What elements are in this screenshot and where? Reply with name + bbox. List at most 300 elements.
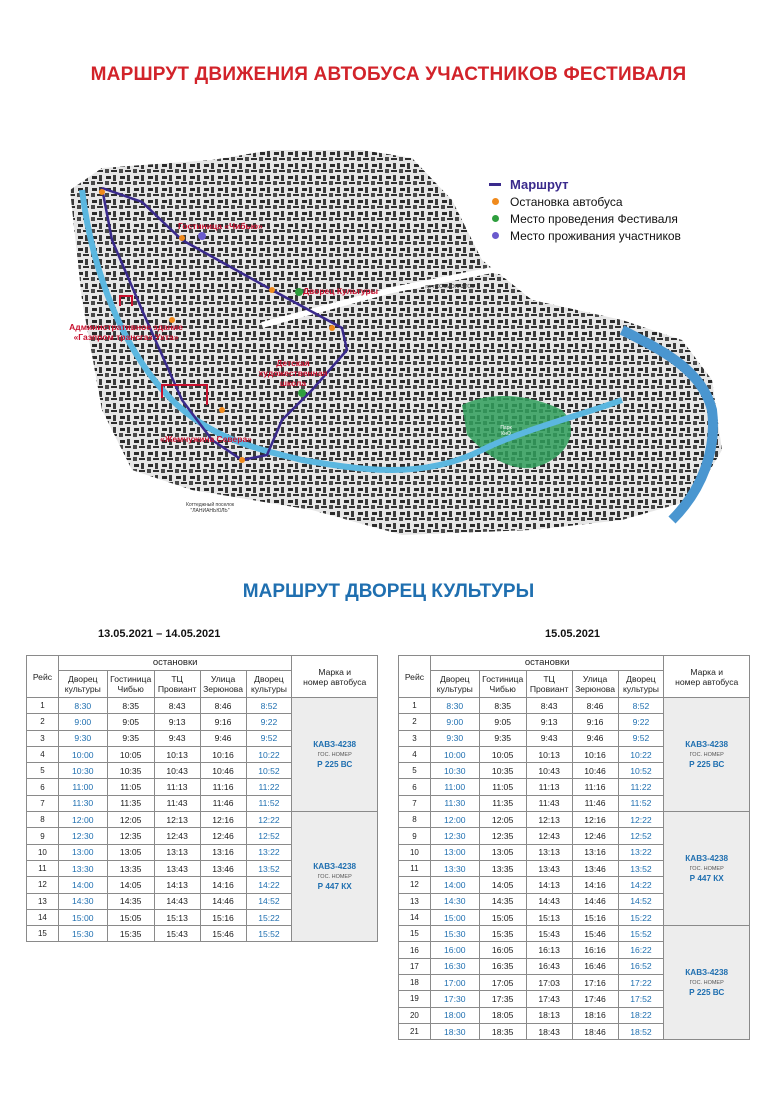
- departure-time: 10:22: [618, 746, 664, 762]
- departure-time: 10:43: [526, 763, 572, 779]
- departure-time: 15:30: [430, 926, 479, 942]
- stop-name-line: Провиант: [529, 684, 569, 694]
- departure-time: 12:22: [618, 812, 664, 828]
- departure-time: 15:16: [572, 909, 618, 925]
- departure-time: 11:00: [430, 779, 479, 795]
- map-label-art-school: [253, 358, 333, 388]
- departure-time: 9:00: [58, 714, 107, 730]
- departure-time: 13:52: [618, 860, 664, 876]
- departure-time: 17:52: [618, 991, 664, 1007]
- departure-time: 17:00: [430, 975, 479, 991]
- bus-header: [664, 656, 750, 698]
- departure-time: 13:30: [58, 860, 107, 876]
- stop-name-header: [572, 671, 618, 698]
- departure-time: 12:52: [618, 828, 664, 844]
- map-label-pearl: «Жемчужина Севера»: [160, 434, 252, 444]
- departure-time: 15:00: [58, 909, 107, 925]
- bus-plate-label: ГОС. НОМЕР: [689, 865, 724, 872]
- departure-time: 13:52: [246, 860, 292, 876]
- map-label-admin-line1: Административное здание: [69, 322, 183, 332]
- departure-time: 17:03: [526, 975, 572, 991]
- departure-time: 15:00: [430, 909, 479, 925]
- departure-time: 14:52: [246, 893, 292, 909]
- departure-time: 11:30: [58, 795, 107, 811]
- trip-number: 19: [399, 991, 431, 1007]
- departure-time: 13:00: [430, 844, 479, 860]
- departure-time: 8:52: [618, 698, 664, 714]
- departure-time: 11:43: [526, 795, 572, 811]
- departure-time: 11:16: [200, 779, 246, 795]
- departure-time: 12:46: [572, 828, 618, 844]
- departure-time: 8:46: [200, 698, 246, 714]
- departure-time: 10:43: [154, 763, 200, 779]
- departure-time: 12:13: [154, 812, 200, 828]
- trip-number: 13: [27, 893, 59, 909]
- departure-time: 10:30: [58, 763, 107, 779]
- legend-lodging-label: Место проживания участников: [510, 228, 681, 243]
- departure-time: 14:30: [58, 893, 107, 909]
- departure-time: 8:35: [479, 698, 526, 714]
- departure-time: 12:43: [526, 828, 572, 844]
- departure-time: 16:05: [479, 942, 526, 958]
- departure-time: 15:46: [200, 926, 246, 942]
- stop-name-line: культуры: [436, 684, 473, 694]
- trip-number: 16: [399, 942, 431, 958]
- departure-time: 8:43: [154, 698, 200, 714]
- trip-number: 12: [399, 877, 431, 893]
- venue-marker: [298, 389, 306, 397]
- departure-time: 11:13: [526, 779, 572, 795]
- stop-name-line: Гостиница: [482, 674, 524, 684]
- departure-time: 9:43: [154, 730, 200, 746]
- legend-route-label: Маршрут: [510, 177, 569, 192]
- departure-time: 12:00: [58, 812, 107, 828]
- departure-time: 9:13: [526, 714, 572, 730]
- stop-name-line: культуры: [622, 684, 659, 694]
- departure-time: 12:52: [246, 828, 292, 844]
- departure-time: 11:22: [246, 779, 292, 795]
- departure-time: 9:35: [479, 730, 526, 746]
- departure-time: 12:46: [200, 828, 246, 844]
- trip-number: 10: [27, 844, 59, 860]
- departure-time: 13:13: [526, 844, 572, 860]
- stop-name-header: [479, 671, 526, 698]
- trip-number: 9: [27, 828, 59, 844]
- departure-time: 10:35: [107, 763, 154, 779]
- departure-time: 14:35: [107, 893, 154, 909]
- departure-time: 10:00: [430, 746, 479, 762]
- stop-name-line: Дворец: [68, 674, 98, 684]
- departure-time: 14:46: [572, 893, 618, 909]
- stop-name-header: [618, 671, 664, 698]
- departure-time: 11:05: [107, 779, 154, 795]
- departure-time: 16:30: [430, 958, 479, 974]
- departure-time: 18:00: [430, 1007, 479, 1023]
- departure-time: 15:30: [58, 926, 107, 942]
- departure-time: 11:30: [430, 795, 479, 811]
- departure-time: 15:13: [154, 909, 200, 925]
- map-label-hotel: Гостиница «Чибью»: [178, 221, 263, 231]
- venue-icon: [488, 215, 502, 222]
- bus-stop-marker: [219, 407, 225, 413]
- departure-time: 12:13: [526, 812, 572, 828]
- departure-time: 9:16: [200, 714, 246, 730]
- departure-time: 13:16: [572, 844, 618, 860]
- bus-model: КАВЗ-4238: [685, 853, 729, 863]
- trip-number: 15: [27, 926, 59, 942]
- trip-number: 8: [27, 812, 59, 828]
- map-label-cottage-line1: Коттеджный поселок: [185, 502, 235, 508]
- table-row: [399, 698, 750, 714]
- departure-time: 10:46: [200, 763, 246, 779]
- departure-time: 16:43: [526, 958, 572, 974]
- departure-time: 18:46: [572, 1023, 618, 1039]
- trip-number: 12: [27, 877, 59, 893]
- departure-time: 10:00: [58, 746, 107, 762]
- departure-time: 10:13: [154, 746, 200, 762]
- map-label-art-school-line2: художественная: [258, 368, 328, 378]
- departure-time: 15:46: [572, 926, 618, 942]
- legend-bus-stop-label: Остановка автобуса: [510, 194, 623, 209]
- departure-time: 15:52: [618, 926, 664, 942]
- departure-time: 11:22: [618, 779, 664, 795]
- departure-time: 15:35: [107, 926, 154, 942]
- departure-time: 9:16: [572, 714, 618, 730]
- trip-number: 15: [399, 926, 431, 942]
- trip-number: 7: [27, 795, 59, 811]
- venue-marker: [295, 288, 303, 296]
- departure-time: 16:16: [572, 942, 618, 958]
- departure-time: 11:00: [58, 779, 107, 795]
- departure-time: 13:05: [107, 844, 154, 860]
- departure-time: 17:35: [479, 991, 526, 1007]
- trip-number: 20: [399, 1007, 431, 1023]
- trip-number: 6: [27, 779, 59, 795]
- departure-time: 17:22: [618, 975, 664, 991]
- bus-header-line: Марка и: [690, 666, 724, 677]
- map-label-park-line1: Парк: [500, 425, 512, 431]
- departure-time: 12:16: [200, 812, 246, 828]
- stop-name-header: [430, 671, 479, 698]
- bus-header-line: Марка и: [318, 666, 352, 677]
- bus-header-line: номер автобуса: [303, 676, 367, 687]
- trip-number: 14: [399, 909, 431, 925]
- bus-plate: Р 447 КХ: [317, 881, 352, 891]
- trip-number: 4: [399, 746, 431, 762]
- departure-time: 14:30: [430, 893, 479, 909]
- departure-time: 14:46: [200, 893, 246, 909]
- stop-name-header: [154, 671, 200, 698]
- departure-time: 12:30: [430, 828, 479, 844]
- stops-header: остановки: [430, 656, 664, 671]
- header-row: [27, 656, 378, 671]
- departure-time: 15:35: [479, 926, 526, 942]
- departure-time: 11:05: [479, 779, 526, 795]
- departure-time: 15:22: [246, 909, 292, 925]
- departure-time: 13:05: [479, 844, 526, 860]
- legend-venue-label: Место проведения Фестиваля: [510, 211, 678, 226]
- stop-name-line: культуры: [64, 684, 101, 694]
- bus-plate: Р 225 ВС: [689, 759, 725, 769]
- table-row: [399, 812, 750, 828]
- departure-time: 11:46: [200, 795, 246, 811]
- departure-time: 10:16: [572, 746, 618, 762]
- bus-plate-label: ГОС. НОМЕР: [689, 751, 724, 758]
- departure-time: 10:13: [526, 746, 572, 762]
- bus-model: КАВЗ-4238: [685, 967, 729, 977]
- departure-time: 15:16: [200, 909, 246, 925]
- stop-name-line: Гостиница: [110, 674, 152, 684]
- map-label-park: [496, 425, 516, 437]
- departure-time: 18:05: [479, 1007, 526, 1023]
- trip-number: 8: [399, 812, 431, 828]
- departure-time: 14:43: [526, 893, 572, 909]
- trip-number: 18: [399, 975, 431, 991]
- departure-time: 15:05: [107, 909, 154, 925]
- trip-number: 13: [399, 893, 431, 909]
- schedule-table-left: [26, 655, 378, 942]
- departure-time: 18:16: [572, 1007, 618, 1023]
- departure-time: 11:16: [572, 779, 618, 795]
- departure-time: 9:13: [154, 714, 200, 730]
- departure-time: 12:35: [479, 828, 526, 844]
- departure-time: 17:16: [572, 975, 618, 991]
- map-label-cottage-line2: "ЛАНИАНЬЮЛЬ": [190, 508, 230, 514]
- departure-time: 17:05: [479, 975, 526, 991]
- table-row: [27, 812, 378, 828]
- departure-time: 17:30: [430, 991, 479, 1007]
- departure-time: 10:52: [246, 763, 292, 779]
- stop-name-line: ТЦ: [171, 674, 183, 684]
- schedule-title: МАРШРУТ ДВОРЕЦ КУЛЬТУРЫ: [242, 581, 535, 602]
- stop-name-header: [58, 671, 107, 698]
- departure-time: 13:35: [107, 860, 154, 876]
- trip-number: 9: [399, 828, 431, 844]
- departure-time: 13:43: [526, 860, 572, 876]
- departure-time: 17:46: [572, 991, 618, 1007]
- bus-plate: Р 225 ВС: [317, 759, 353, 769]
- departure-time: 12:22: [246, 812, 292, 828]
- stops-header: остановки: [58, 656, 292, 671]
- departure-time: 17:43: [526, 991, 572, 1007]
- trip-number: 1: [27, 698, 59, 714]
- departure-time: 13:43: [154, 860, 200, 876]
- trip-number: 4: [27, 746, 59, 762]
- legend-bus-stop: [488, 193, 681, 210]
- trip-number: 11: [27, 860, 59, 876]
- right-date: 15.05.2021: [545, 628, 601, 640]
- departure-time: 13:35: [479, 860, 526, 876]
- departure-time: 14:05: [479, 877, 526, 893]
- departure-time: 10:30: [430, 763, 479, 779]
- bus-stop-marker: [269, 287, 275, 293]
- table-row: [27, 698, 378, 714]
- bus-stop-icon: [488, 198, 502, 205]
- bus-info: [664, 926, 750, 1040]
- departure-time: 13:16: [200, 844, 246, 860]
- schedule-table-right: [398, 655, 750, 1040]
- map-label-admin-line2: «Газпром трансгаз Ухта»: [73, 332, 179, 342]
- departure-time: 9:43: [526, 730, 572, 746]
- stop-name-header: [107, 671, 154, 698]
- departure-time: 12:16: [572, 812, 618, 828]
- departure-time: 14:22: [618, 877, 664, 893]
- bus-plate: Р 225 ВС: [689, 987, 725, 997]
- departure-time: 15:13: [526, 909, 572, 925]
- departure-time: 14:35: [479, 893, 526, 909]
- departure-time: 9:52: [246, 730, 292, 746]
- departure-time: 9:35: [107, 730, 154, 746]
- departure-time: 10:52: [618, 763, 664, 779]
- departure-time: 13:30: [430, 860, 479, 876]
- route-line-icon: [488, 183, 502, 186]
- departure-time: 12:30: [58, 828, 107, 844]
- left-date: 13.05.2021 – 14.05.2021: [98, 628, 221, 640]
- bus-model: КАВЗ-4238: [685, 739, 729, 749]
- trip-number: 10: [399, 844, 431, 860]
- reys-header: Рейс: [27, 656, 59, 698]
- trip-number: 2: [27, 714, 59, 730]
- departure-time: 15:43: [154, 926, 200, 942]
- departure-time: 9:30: [58, 730, 107, 746]
- departure-time: 11:13: [154, 779, 200, 795]
- departure-time: 12:05: [479, 812, 526, 828]
- legend-venue: [488, 210, 681, 227]
- departure-time: 18:52: [618, 1023, 664, 1039]
- page-title: МАРШРУТ ДВИЖЕНИЯ АВТОБУСА УЧАСТНИКОВ ФЕСТИВАЛЯ: [90, 64, 687, 85]
- departure-time: 10:05: [107, 746, 154, 762]
- departure-time: 16:00: [430, 942, 479, 958]
- bus-stop-marker: [329, 325, 335, 331]
- departure-time: 11:35: [107, 795, 154, 811]
- departure-time: 18:13: [526, 1007, 572, 1023]
- departure-time: 13:13: [154, 844, 200, 860]
- map-label-park-line2: КиО: [501, 431, 511, 437]
- departure-time: 13:46: [200, 860, 246, 876]
- departure-time: 14:05: [107, 877, 154, 893]
- bus-plate: Р 447 КХ: [689, 873, 724, 883]
- departure-time: 12:35: [107, 828, 154, 844]
- departure-time: 16:22: [618, 942, 664, 958]
- departure-time: 10:22: [246, 746, 292, 762]
- departure-time: 9:52: [618, 730, 664, 746]
- stop-name-line: Зерюнова: [575, 684, 616, 694]
- bus-info: [292, 698, 378, 812]
- departure-time: 9:00: [430, 714, 479, 730]
- trip-number: 5: [27, 763, 59, 779]
- departure-time: 18:30: [430, 1023, 479, 1039]
- trip-number: 5: [399, 763, 431, 779]
- departure-time: 14:43: [154, 893, 200, 909]
- trip-number: 14: [27, 909, 59, 925]
- departure-time: 15:43: [526, 926, 572, 942]
- stop-name-line: Дворец: [626, 674, 656, 684]
- map-label-art-school-line1: Детская: [276, 358, 310, 368]
- departure-time: 15:22: [618, 909, 664, 925]
- departure-time: 18:22: [618, 1007, 664, 1023]
- bus-model: КАВЗ-4238: [313, 861, 357, 871]
- trip-number: 6: [399, 779, 431, 795]
- trip-number: 1: [399, 698, 431, 714]
- trip-number: 17: [399, 958, 431, 974]
- map-label-cottage: [180, 502, 240, 514]
- departure-time: 8:30: [58, 698, 107, 714]
- departure-time: 13:00: [58, 844, 107, 860]
- departure-time: 18:43: [526, 1023, 572, 1039]
- departure-time: 14:13: [154, 877, 200, 893]
- trip-number: 3: [27, 730, 59, 746]
- bus-model: КАВЗ-4238: [313, 739, 357, 749]
- stop-name-line: Улица: [582, 674, 608, 684]
- departure-time: 10:46: [572, 763, 618, 779]
- stop-name-line: Чибью: [117, 684, 144, 694]
- departure-time: 13:22: [246, 844, 292, 860]
- departure-time: 9:22: [246, 714, 292, 730]
- map-label-admin: [66, 322, 186, 342]
- departure-time: 12:05: [107, 812, 154, 828]
- bus-plate-label: ГОС. НОМЕР: [317, 751, 352, 758]
- departure-time: 14:13: [526, 877, 572, 893]
- departure-time: 16:52: [618, 958, 664, 974]
- stop-name-line: Провиант: [157, 684, 197, 694]
- stop-name-line: Улица: [210, 674, 236, 684]
- departure-time: 13:22: [618, 844, 664, 860]
- departure-time: 9:46: [200, 730, 246, 746]
- departure-time: 16:46: [572, 958, 618, 974]
- departure-time: 14:16: [200, 877, 246, 893]
- lodging-icon: [488, 232, 502, 239]
- trip-number: 11: [399, 860, 431, 876]
- departure-time: 18:35: [479, 1023, 526, 1039]
- bus-stop-marker: [239, 457, 245, 463]
- stop-name-header: [246, 671, 292, 698]
- departure-time: 9:05: [107, 714, 154, 730]
- departure-time: 11:52: [618, 795, 664, 811]
- stop-name-line: ТЦ: [543, 674, 555, 684]
- departure-time: 9:05: [479, 714, 526, 730]
- bus-info: [664, 812, 750, 926]
- departure-time: 11:52: [246, 795, 292, 811]
- stop-name-header: [200, 671, 246, 698]
- trip-number: 3: [399, 730, 431, 746]
- map-label-art-school-line3: школа: [279, 378, 307, 388]
- legend-lodging: [488, 227, 681, 244]
- bus-plate-label: ГОС. НОМЕР: [689, 979, 724, 986]
- departure-time: 9:46: [572, 730, 618, 746]
- stop-name-line: Дворец: [254, 674, 284, 684]
- departure-time: 8:43: [526, 698, 572, 714]
- departure-time: 8:30: [430, 698, 479, 714]
- header-row: [399, 656, 750, 671]
- table-row: [399, 926, 750, 942]
- bus-plate-label: ГОС. НОМЕР: [317, 873, 352, 880]
- departure-time: 9:22: [618, 714, 664, 730]
- bus-header: [292, 656, 378, 698]
- departure-time: 10:16: [200, 746, 246, 762]
- departure-time: 12:00: [430, 812, 479, 828]
- departure-time: 14:52: [618, 893, 664, 909]
- departure-time: 8:46: [572, 698, 618, 714]
- trip-number: 21: [399, 1023, 431, 1039]
- departure-time: 16:13: [526, 942, 572, 958]
- departure-time: 14:00: [430, 877, 479, 893]
- stop-name-line: культуры: [250, 684, 287, 694]
- departure-time: 9:30: [430, 730, 479, 746]
- legend-route: [488, 176, 681, 193]
- trip-number: 7: [399, 795, 431, 811]
- trip-number: 2: [399, 714, 431, 730]
- stop-name-header: [526, 671, 572, 698]
